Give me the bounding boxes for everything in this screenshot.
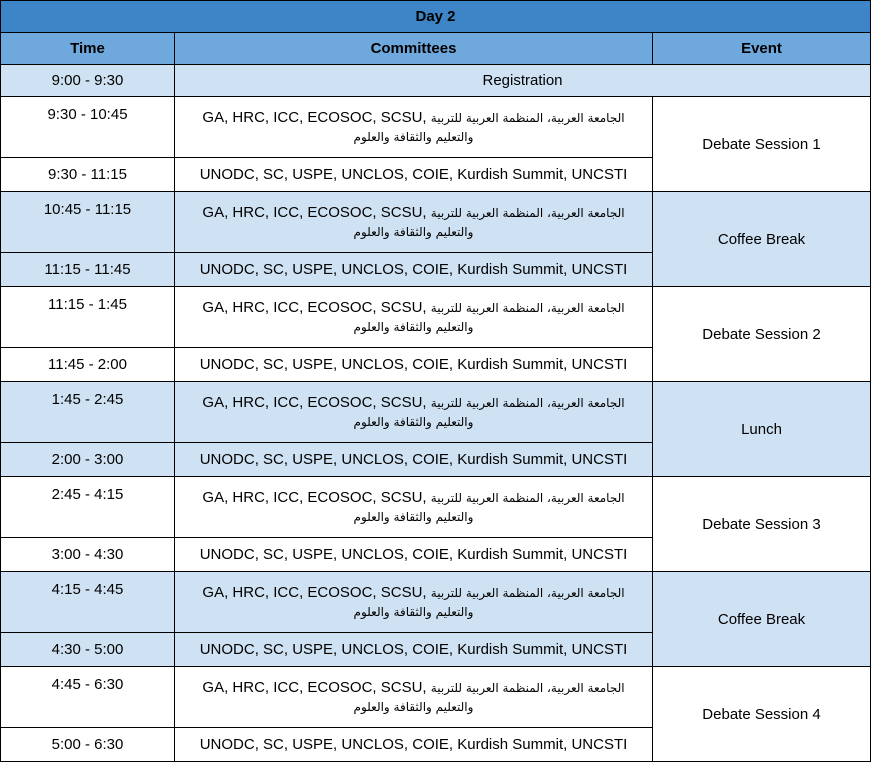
committees-arabic: الجامعة العربية، المنظمة العربية للتربية (430, 680, 625, 695)
committees-arabic-line-2: والتعليم والثقافة والعلوم (353, 414, 474, 429)
committees-cell (175, 572, 653, 633)
day-title: Day 2 (1, 1, 871, 33)
header-committees: Committees (175, 33, 653, 65)
schedule-body (1, 65, 871, 762)
table-row (1, 477, 871, 538)
event-cell: Coffee Break (653, 572, 871, 667)
committees-cell (175, 382, 653, 443)
header-row (1, 33, 871, 65)
committees-arabic-line-2: والتعليم والثقافة والعلوم (353, 604, 474, 619)
committees-latin: GA, HRC, ICC, ECOSOC, SCSU, (202, 298, 427, 316)
committees-arabic: الجامعة العربية، المنظمة العربية للتربية (430, 110, 625, 125)
event-cell: Coffee Break (653, 192, 871, 287)
committees-cell: UNODC, SC, USPE, UNCLOS, COIE, Kurdish Summit, UNCSTI (175, 728, 653, 762)
committees-arabic-line-2: والتعليم والثقافة والعلوم (353, 319, 474, 334)
event-cell: Debate Session 3 (653, 477, 871, 572)
committees-latin: GA, HRC, ICC, ECOSOC, SCSU, (202, 678, 427, 696)
event-cell: Debate Session 2 (653, 287, 871, 382)
time-cell: 9:30 - 11:15 (1, 158, 175, 192)
committees-arabic: الجامعة العربية، المنظمة العربية للتربية (430, 395, 625, 410)
committees-latin: GA, HRC, ICC, ECOSOC, SCSU, (202, 583, 427, 601)
time-cell: 11:45 - 2:00 (1, 348, 175, 382)
committees-latin: GA, HRC, ICC, ECOSOC, SCSU, (202, 203, 427, 221)
committees-cell (175, 287, 653, 348)
time-cell: 9:30 - 10:45 (1, 97, 175, 158)
event-cell: Debate Session 4 (653, 667, 871, 762)
time-cell: 4:45 - 6:30 (1, 667, 175, 728)
committees-cell: UNODC, SC, USPE, UNCLOS, COIE, Kurdish Summit, UNCSTI (175, 538, 653, 572)
time-cell: 4:15 - 4:45 (1, 572, 175, 633)
time-cell: 10:45 - 11:15 (1, 192, 175, 253)
header-event: Event (653, 33, 871, 65)
committees-cell: UNODC, SC, USPE, UNCLOS, COIE, Kurdish Summit, UNCSTI (175, 348, 653, 382)
table-row (1, 287, 871, 348)
registration-row (1, 65, 871, 97)
committees-cell: UNODC, SC, USPE, UNCLOS, COIE, Kurdish Summit, UNCSTI (175, 633, 653, 667)
committees-arabic-line-2: والتعليم والثقافة والعلوم (353, 509, 474, 524)
time-cell: 4:30 - 5:00 (1, 633, 175, 667)
table-row (1, 192, 871, 253)
committees-arabic: الجامعة العربية، المنظمة العربية للتربية (430, 490, 625, 505)
committees-cell: UNODC, SC, USPE, UNCLOS, COIE, Kurdish Summit, UNCSTI (175, 443, 653, 477)
committees-cell (175, 97, 653, 158)
time-cell: 5:00 - 6:30 (1, 728, 175, 762)
time-cell: 3:00 - 4:30 (1, 538, 175, 572)
committees-latin: GA, HRC, ICC, ECOSOC, SCSU, (202, 108, 427, 126)
committees-arabic-line-2: والتعليم والثقافة والعلوم (353, 129, 474, 144)
time-cell: 11:15 - 11:45 (1, 253, 175, 287)
header-time: Time (1, 33, 175, 65)
committees-cell: UNODC, SC, USPE, UNCLOS, COIE, Kurdish Summit, UNCSTI (175, 158, 653, 192)
time-cell: 2:45 - 4:15 (1, 477, 175, 538)
committees-arabic: الجامعة العربية، المنظمة العربية للتربية (430, 300, 625, 315)
table-row (1, 97, 871, 158)
committees-cell: UNODC, SC, USPE, UNCLOS, COIE, Kurdish Summit, UNCSTI (175, 253, 653, 287)
committees-arabic: الجامعة العربية، المنظمة العربية للتربية (430, 205, 625, 220)
committees-arabic-line-2: والتعليم والثقافة والعلوم (353, 699, 474, 714)
event-cell: Debate Session 1 (653, 97, 871, 192)
table-row (1, 572, 871, 633)
committees-latin: GA, HRC, ICC, ECOSOC, SCSU, (202, 488, 427, 506)
time-cell: 2:00 - 3:00 (1, 443, 175, 477)
committees-latin: GA, HRC, ICC, ECOSOC, SCSU, (202, 393, 427, 411)
committees-arabic: الجامعة العربية، المنظمة العربية للتربية (430, 585, 625, 600)
table-row (1, 382, 871, 443)
table-row (1, 667, 871, 728)
registration-label: Registration (175, 65, 871, 97)
committees-cell (175, 667, 653, 728)
event-cell: Lunch (653, 382, 871, 477)
registration-time: 9:00 - 9:30 (1, 65, 175, 97)
committees-cell (175, 192, 653, 253)
day-title-row (1, 1, 871, 33)
time-cell: 1:45 - 2:45 (1, 382, 175, 443)
committees-cell (175, 477, 653, 538)
time-cell: 11:15 - 1:45 (1, 287, 175, 348)
committees-arabic-line-2: والتعليم والثقافة والعلوم (353, 224, 474, 239)
